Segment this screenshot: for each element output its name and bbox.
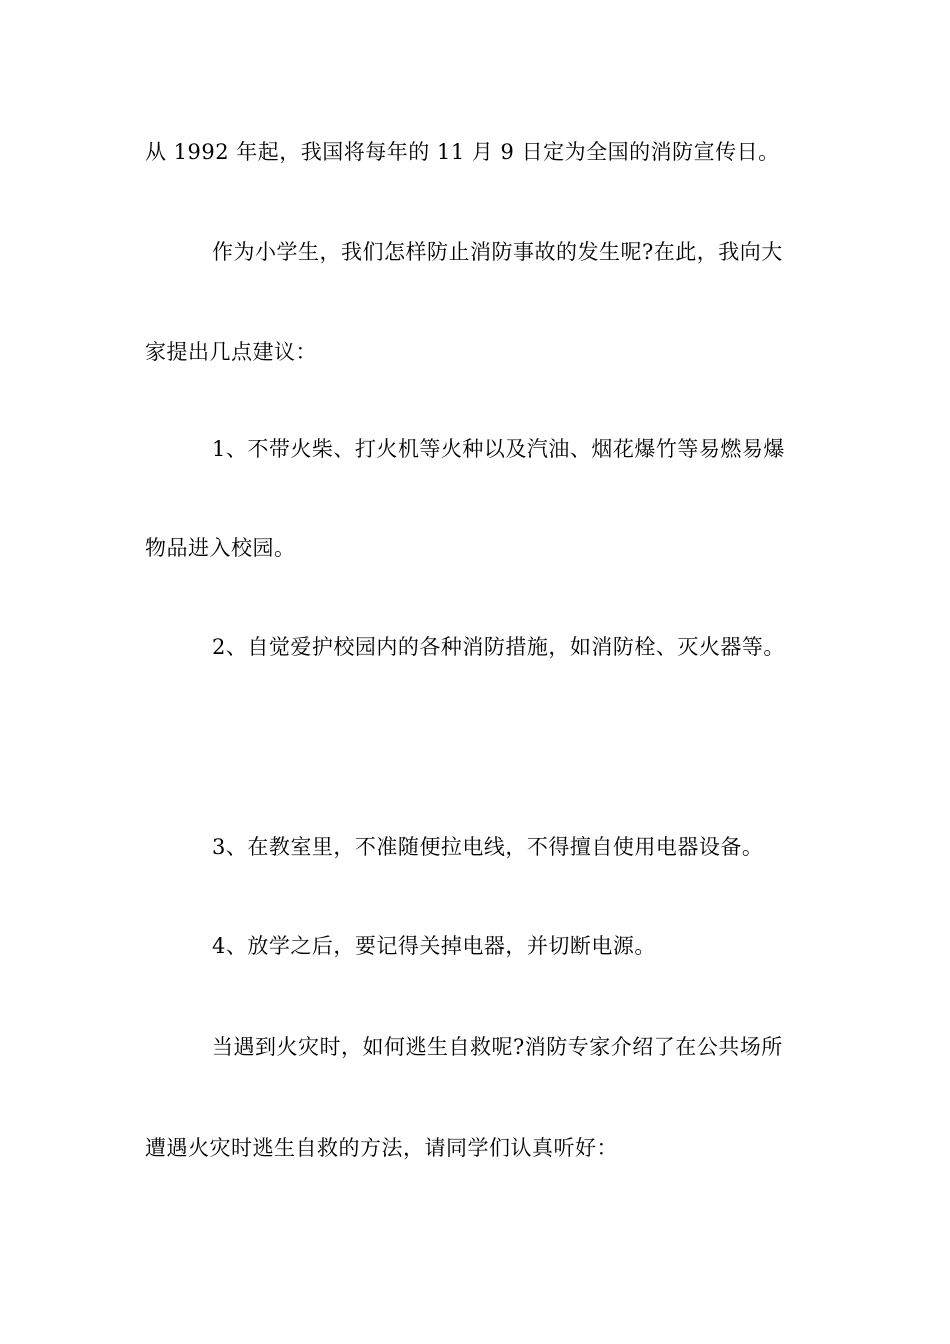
- text-line-8: 4、放学之后，要记得关掉电器，并切断电源。: [212, 934, 656, 958]
- text-line-3: 家提出几点建议：: [145, 340, 317, 364]
- text-line-2: 作为小学生，我们怎样防止消防事故的发生呢?在此，我向大: [212, 240, 783, 264]
- text-line-5: 物品进入校园。: [145, 536, 296, 560]
- text-line-6: 2、自觉爱护校园内的各种消防措施，如消防栓、灭火器等。: [212, 635, 785, 659]
- text-line-4: 1、不带火柴、打火机等火种以及汽油、烟花爆竹等易燃易爆: [212, 437, 785, 461]
- text-line-1: 从 1992 年起，我国将每年的 11 月 9 日定为全国的消防宣传日。: [145, 140, 780, 164]
- text-line-9: 当遇到火灾时，如何逃生自救呢?消防专家介绍了在公共场所: [212, 1035, 783, 1059]
- text-line-10: 遭遇火灾时逃生自救的方法，请同学们认真听好：: [145, 1136, 618, 1160]
- text-line-7: 3、在教室里，不准随便拉电线，不得擅自使用电器设备。: [212, 835, 764, 859]
